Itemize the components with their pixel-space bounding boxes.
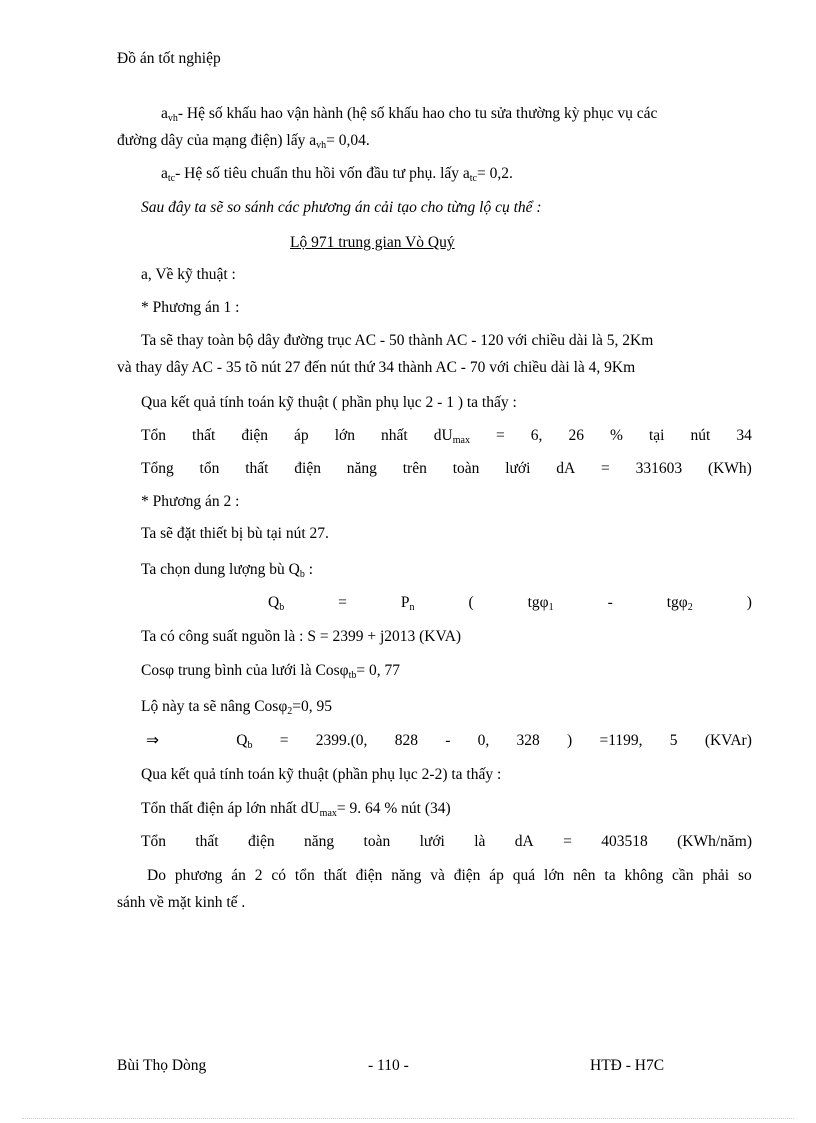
- word: áp: [294, 427, 309, 444]
- sub-vh: vh: [167, 113, 178, 124]
- q-symbol-calc: Q: [236, 732, 248, 749]
- word: điện: [241, 427, 268, 444]
- word: năng: [391, 867, 422, 884]
- q-symbol: Q: [268, 594, 280, 611]
- word: thất: [192, 427, 216, 444]
- formula-tg1: [528, 593, 554, 613]
- word: tại: [648, 427, 665, 444]
- word: có: [271, 867, 287, 884]
- sub-tb: tb: [348, 670, 357, 681]
- word: 331603: [635, 460, 683, 477]
- word: dA: [556, 460, 576, 477]
- page-header: Đồ án tốt nghiệp: [117, 50, 221, 67]
- p-symbol: P: [400, 594, 410, 611]
- sub-tc: tc: [167, 173, 176, 184]
- word: lưới: [505, 460, 531, 477]
- word: thất: [195, 833, 219, 850]
- sub-2-cos: 2: [287, 706, 293, 717]
- word: ta: [604, 867, 616, 884]
- footer-class: HTĐ - H7C: [590, 1057, 665, 1074]
- word: nên: [573, 867, 596, 884]
- cos-avg-text: Cosφ trung bình của lưới là Cosφ: [141, 662, 349, 679]
- word: toàn: [363, 833, 391, 850]
- du-max: [434, 426, 470, 446]
- a-symbol-tc: a: [161, 165, 168, 182]
- loss-voltage2-text: Tổn thất điện áp lớn nhất dU: [141, 800, 320, 817]
- calc-token: 2399.(0,: [315, 732, 368, 749]
- formula-minus: -: [607, 594, 613, 611]
- result2-line: Qua kết quả tính toán kỹ thuật (phần phụ lục 2-2) ta thấy :: [141, 766, 502, 783]
- option1-line1: Ta sẽ thay toàn bộ dây đường trục AC - 50 thành AC - 120 với chiều dài là 5, 2Km: [141, 332, 654, 349]
- cos-target-line: [141, 697, 332, 717]
- option1-heading: * Phương án 1 :: [141, 299, 240, 316]
- word: quá: [512, 867, 536, 884]
- avh-line2-value: = 0,04.: [326, 132, 370, 149]
- page-bottom-border: [22, 1118, 794, 1119]
- loss-energy-2: [141, 832, 752, 852]
- sub-max: max: [452, 435, 470, 446]
- word: năng: [304, 833, 335, 850]
- capacity-formula: [268, 593, 752, 613]
- formula-close-paren: ): [746, 594, 752, 611]
- word: 2: [254, 867, 263, 884]
- option2-line2: Ta chọn dung lượng bù $Q_b$ :: [141, 561, 314, 580]
- word: =: [601, 460, 610, 477]
- word: %: [610, 427, 623, 444]
- formula-p: [401, 593, 415, 613]
- atc-definition: [161, 164, 513, 184]
- result1-line: Qua kết quả tính toán kỹ thuật ( phần phụ lục 2 - 1 ) ta thấy :: [141, 394, 517, 411]
- avh-definition-line2: [117, 131, 370, 151]
- word: Tổn: [141, 427, 166, 444]
- formula-equals: =: [338, 594, 347, 611]
- word: Do: [147, 867, 166, 884]
- word: thất: [323, 867, 347, 884]
- choose-capacity-text: Ta chọn dung lượng bù Q: [141, 561, 300, 578]
- word: Tổn: [141, 833, 166, 850]
- word: nhất: [381, 427, 408, 444]
- word: (KWh): [707, 460, 752, 477]
- calc-token: =: [279, 732, 289, 749]
- word: tổn: [199, 460, 220, 477]
- section-title: Lộ 971 trung gian Vò Quý: [290, 234, 455, 251]
- word: điện: [247, 833, 275, 850]
- word: 26: [568, 427, 584, 444]
- source-power-line: Ta có công suất nguồn là : S = 2399 + j2013 (KVA): [141, 628, 462, 645]
- word: điện: [294, 460, 321, 477]
- word: phải: [702, 867, 730, 884]
- word: năng: [346, 460, 377, 477]
- calc-token: 328: [516, 732, 540, 749]
- atc-text: - Hệ số tiêu chuẩn thu hồi vốn đầu tư phụ. lấy a: [175, 165, 470, 182]
- a-symbol: a: [161, 105, 168, 122]
- calc-token: =1199,: [599, 732, 643, 749]
- calc-q: [236, 731, 252, 751]
- word: 34: [736, 427, 752, 444]
- word: điện: [355, 867, 383, 884]
- word: phương: [174, 867, 223, 884]
- conclusion-line1: [147, 866, 752, 886]
- option2-line1: Ta sẽ đặt thiết bị bù tại nút 27.: [141, 525, 329, 542]
- word: lớn: [544, 867, 565, 884]
- word: trên: [402, 460, 427, 477]
- word: =: [496, 427, 505, 444]
- word: tổn: [294, 867, 315, 884]
- calc-token: -: [445, 732, 451, 749]
- sub-b-calc: b: [247, 740, 253, 751]
- tech-heading: a, Về kỹ thuật :: [141, 266, 236, 283]
- option1-line2: và thay dây AC - 35 tõ nút 27 đến nút thứ 34 thành AC - 70 với chiều dài là 4, 9Km: [117, 359, 636, 376]
- word: cần: [672, 867, 694, 884]
- implies-arrow: ⇒: [146, 732, 159, 749]
- sub-tc-2: tc: [469, 173, 477, 184]
- word: lưới: [419, 833, 445, 850]
- footer-page-number: - 110 -: [368, 1057, 409, 1074]
- footer-author: Bùi Thọ Dòng: [117, 1057, 207, 1074]
- cos-target-value: =0, 95: [292, 698, 333, 715]
- calc-token: 0,: [477, 732, 490, 749]
- word: nút: [690, 427, 711, 444]
- sub-max-2: max: [319, 808, 337, 819]
- option2-heading: * Phương án 2 :: [141, 493, 240, 510]
- word: dA: [514, 833, 534, 850]
- calc-token: 828: [394, 732, 418, 749]
- sub-b: b: [299, 569, 305, 580]
- word: điện: [453, 867, 481, 884]
- formula-open-paren: (: [468, 594, 474, 611]
- word: thất: [245, 460, 269, 477]
- du-symbol: dU: [433, 427, 453, 444]
- loss-voltage-1: [141, 426, 752, 446]
- word: là: [474, 833, 486, 850]
- word: (KWh/năm): [677, 833, 752, 850]
- word: và: [430, 867, 445, 884]
- word: 6,: [530, 427, 543, 444]
- capacity-calculation: [146, 731, 752, 751]
- avh-line2-text: đường dây của mạng điện) lấy a: [117, 132, 317, 149]
- calc-token: (KVAr): [704, 732, 752, 749]
- tg-symbol-2: tgφ: [666, 594, 688, 611]
- avh-text: - Hệ số khấu hao vận hành (hệ số khấu hao cho tu sửa thường kỳ phục vụ các: [177, 105, 658, 122]
- comparison-intro: Sau đây ta sẽ so sánh các phương án cải tạo cho từng lộ cụ thể :: [141, 199, 542, 216]
- word: không: [624, 867, 664, 884]
- loss-energy-1: [141, 459, 752, 479]
- sub-1: 1: [548, 602, 554, 613]
- sub-vh-2: vh: [316, 140, 327, 151]
- conclusion-line2: sánh về mặt kinh tế .: [117, 894, 246, 911]
- cos-target-text: Lộ này ta sẽ nâng Cosφ: [141, 698, 288, 715]
- loss-voltage2-value: = 9. 64 % nút (34): [336, 800, 451, 817]
- avh-definition-line1: [161, 104, 657, 124]
- word: lớn: [334, 427, 355, 444]
- calc-token: 5: [669, 732, 678, 749]
- word: =: [563, 833, 572, 850]
- word: Tổng: [141, 460, 174, 477]
- sub-b-formula: b: [279, 602, 285, 613]
- word: 403518: [601, 833, 648, 850]
- cos-average-line: [141, 661, 400, 681]
- sub-n: n: [409, 602, 415, 613]
- word: án: [231, 867, 246, 884]
- word: áp: [489, 867, 504, 884]
- formula-tg2: [667, 593, 693, 613]
- calc-token: ): [567, 732, 573, 749]
- loss-voltage-2: [141, 799, 451, 819]
- word: so: [737, 867, 752, 884]
- sub-2: 2: [687, 602, 693, 613]
- formula-q: [268, 593, 284, 613]
- word: toàn: [452, 460, 480, 477]
- tg-symbol: tgφ: [527, 594, 549, 611]
- cos-avg-value: = 0, 77: [356, 662, 400, 679]
- atc-value: = 0,2.: [477, 165, 513, 182]
